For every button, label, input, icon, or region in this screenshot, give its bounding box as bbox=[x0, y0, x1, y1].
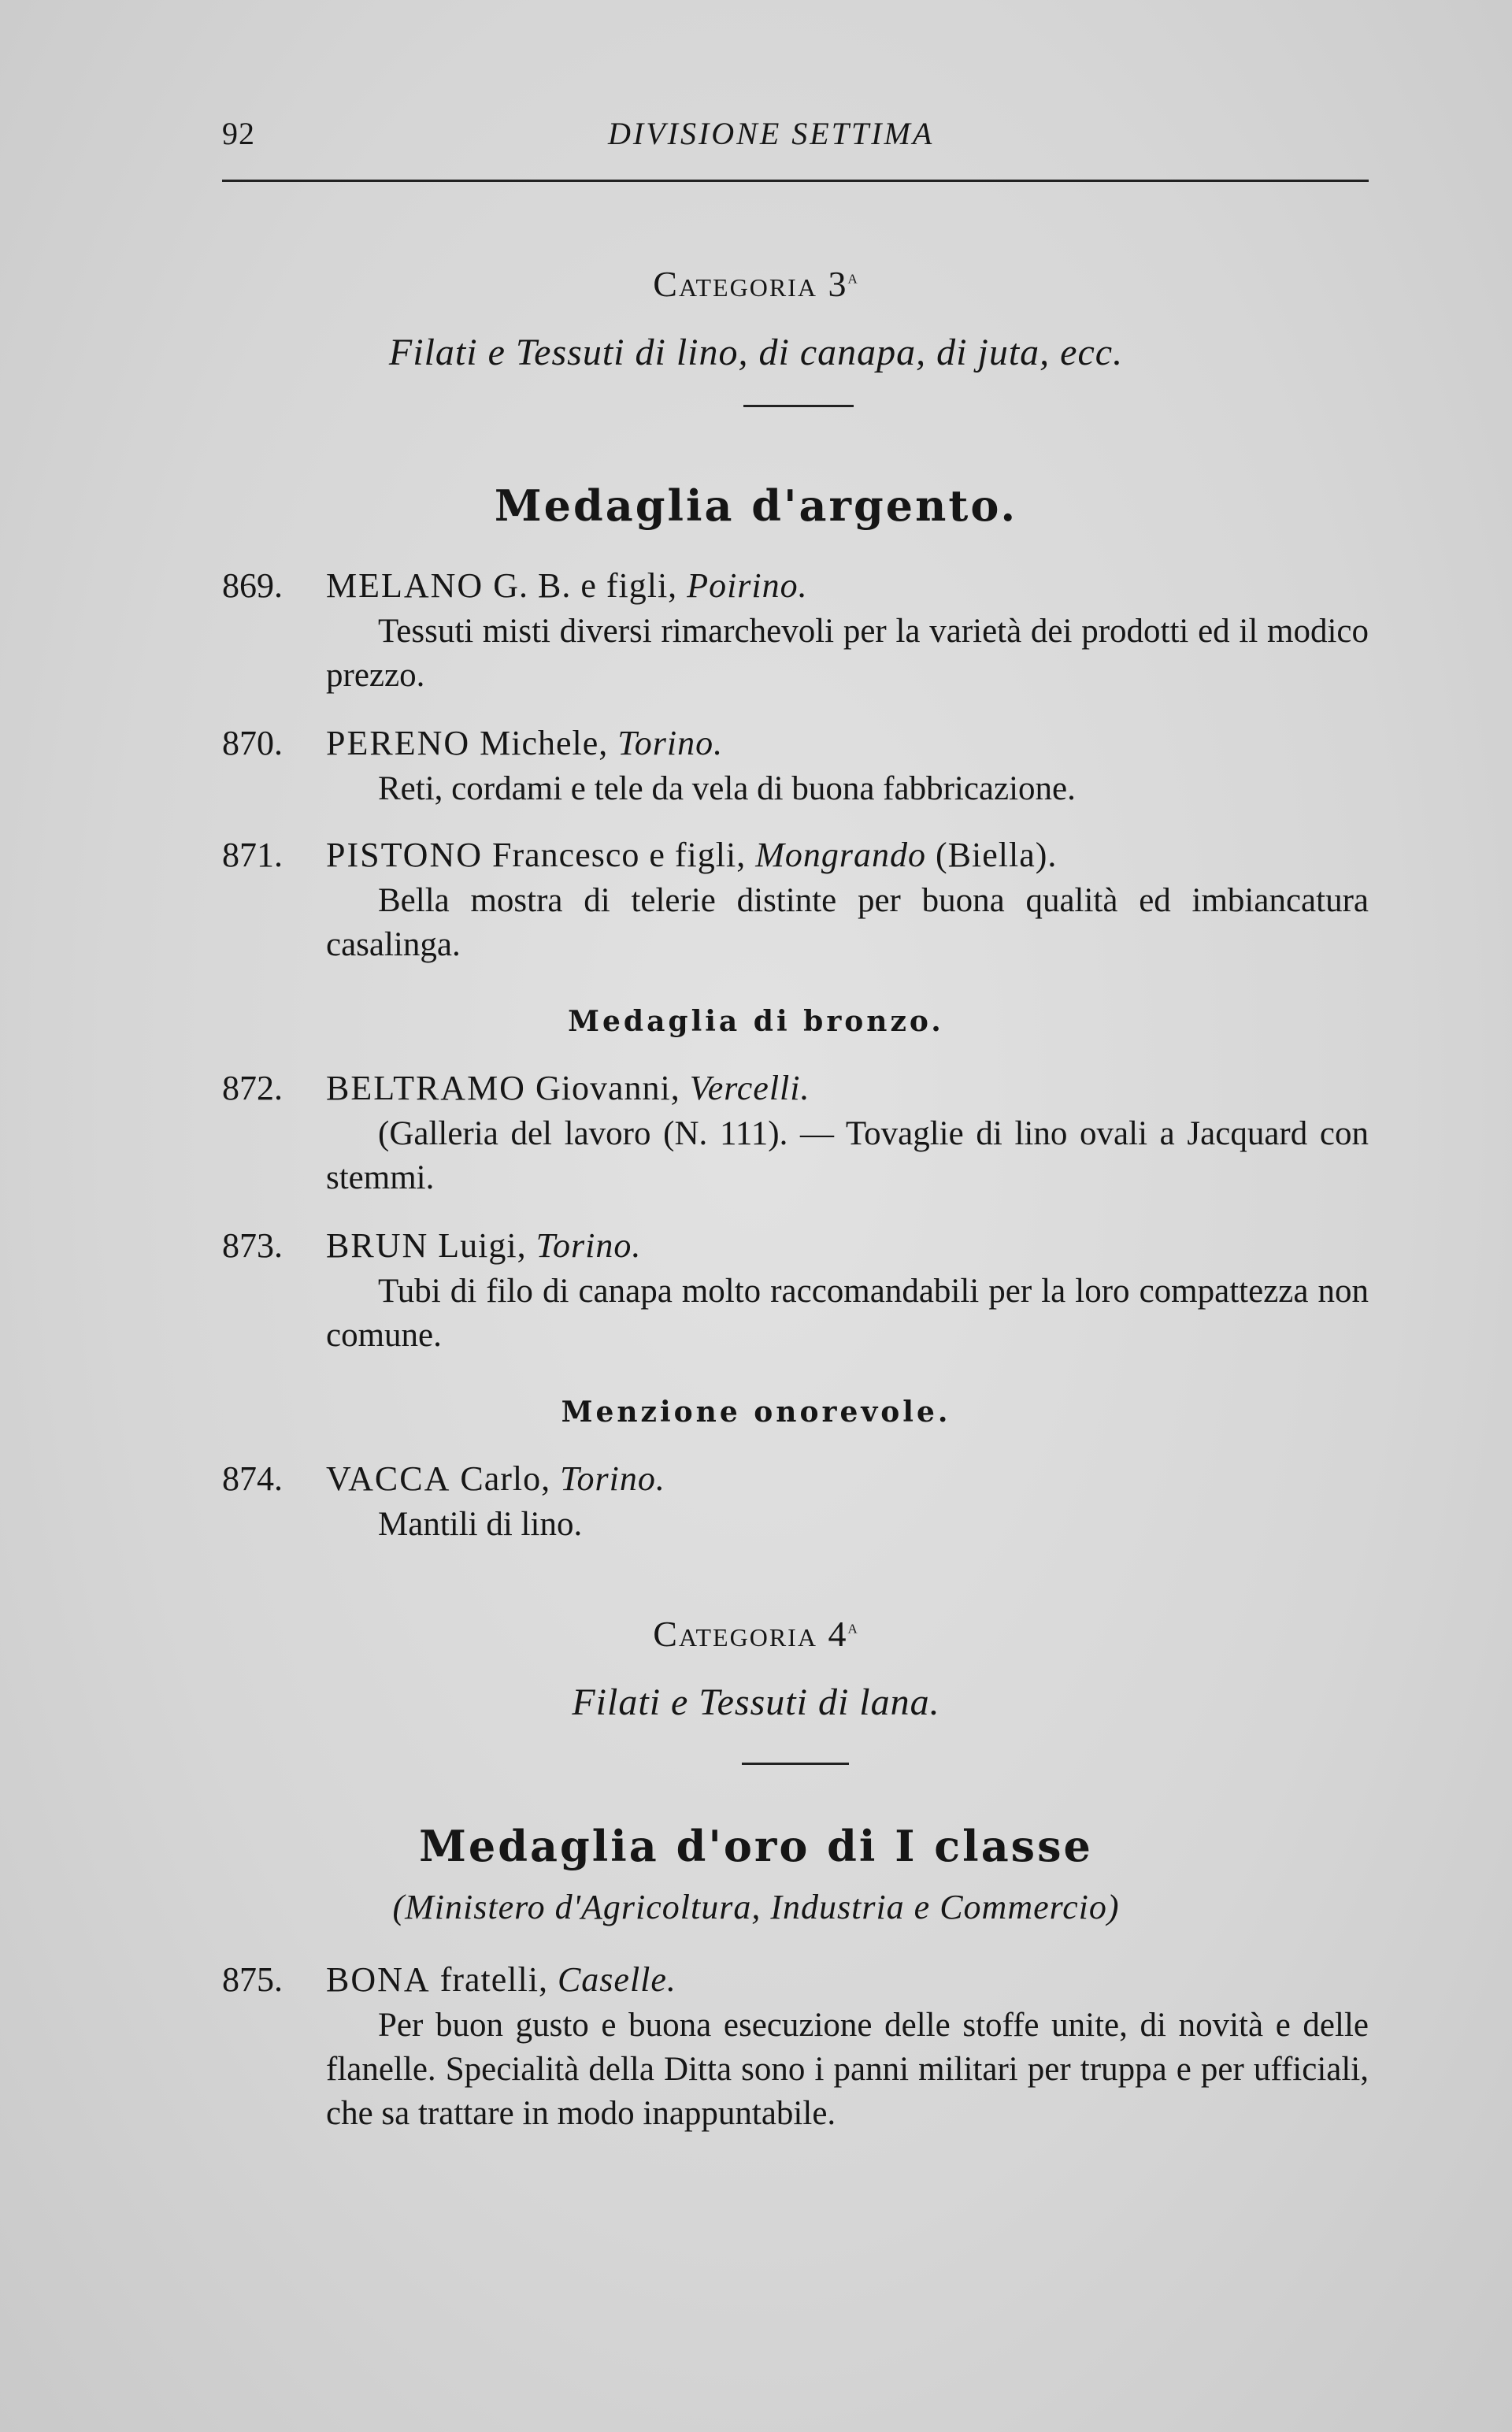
entry-place-suffix: (Biella). bbox=[926, 836, 1058, 874]
entry-name bbox=[326, 1959, 676, 2000]
category-3-heading bbox=[0, 263, 1512, 305]
award-bronze-heading: Medaglia di bronzo. bbox=[568, 1005, 944, 1038]
entry-number: 871. bbox=[222, 836, 283, 874]
entry-name bbox=[326, 565, 808, 606]
entry-name bbox=[326, 1225, 641, 1266]
category-4-label: Categoria bbox=[653, 1614, 817, 1654]
entry-name bbox=[326, 1068, 810, 1108]
entry-given: Carlo, bbox=[450, 1459, 561, 1498]
entry-number: 870. bbox=[222, 724, 283, 762]
header-rule bbox=[222, 180, 1369, 182]
entry-875 bbox=[222, 1959, 1369, 2188]
entry-870 bbox=[222, 723, 1369, 817]
running-head bbox=[222, 115, 1369, 156]
award-gold-heading: Medaglia d'oro di I classe bbox=[419, 1821, 1093, 1871]
entry-surname: BELTRAMO bbox=[326, 1069, 526, 1107]
entry-description: Per buon gusto e buona esecuzione delle stoffe unite, di novità e delle flanelle. Specialità della Ditta sono i panni militari per truppa e per ufficiali, che sa trattare in modo inappuntabile. bbox=[326, 2007, 1369, 2132]
award-gold-note: (Ministero d'Agricoltura, Industria e Commercio) bbox=[392, 1888, 1120, 1926]
entry-description: Tessuti misti diversi rimarchevoli per la varietà dei prodotti ed il modico prezzo. bbox=[326, 613, 1369, 694]
entry-872 bbox=[222, 1068, 1369, 1202]
entry-place: Poirino. bbox=[687, 566, 808, 605]
entry-place: Torino. bbox=[560, 1459, 665, 1498]
entry-surname: BRUN bbox=[326, 1226, 429, 1265]
category-3-subtitle: Filati e Tessuti di lino, di canapa, di juta, ecc. bbox=[388, 332, 1124, 373]
entry-given: G. B. e figli, bbox=[484, 566, 687, 605]
entry-name bbox=[326, 835, 1057, 875]
category-4-suffix: a bbox=[847, 1617, 859, 1638]
entry-given: Michele, bbox=[470, 724, 618, 762]
entry-description: Mantili di lino. bbox=[378, 1506, 583, 1543]
entry-873 bbox=[222, 1225, 1369, 1359]
entry-place: Vercelli. bbox=[689, 1069, 810, 1107]
category-4-rule bbox=[742, 1763, 849, 1765]
entry-number: 874. bbox=[222, 1459, 283, 1498]
entry-place: Torino. bbox=[536, 1226, 642, 1265]
entry-description: Tubi di filo di canapa molto raccomandabili per la loro compattezza non comune. bbox=[326, 1273, 1369, 1354]
entry-number: 875. bbox=[222, 1960, 283, 1999]
page-number: 92 bbox=[222, 116, 255, 151]
entry-given: Giovanni, bbox=[525, 1069, 690, 1107]
entry-869 bbox=[222, 565, 1369, 699]
entry-874 bbox=[222, 1459, 1369, 1553]
entry-description: Reti, cordami e tele da vela di buona fabbricazione. bbox=[378, 770, 1076, 807]
category-4-number: 4 bbox=[828, 1614, 848, 1654]
entry-871 bbox=[222, 835, 1369, 969]
category-3-label: Categoria bbox=[653, 264, 817, 304]
entry-description: Bella mostra di telerie distinte per buona qualità ed imbiancatura casalinga. bbox=[326, 882, 1369, 963]
entry-name bbox=[326, 723, 723, 763]
category-3-suffix: a bbox=[847, 267, 859, 288]
award-silver-heading: Medaglia d'argento. bbox=[494, 480, 1018, 531]
entry-surname: PERENO bbox=[326, 724, 471, 762]
entry-given: Francesco e figli, bbox=[483, 836, 756, 874]
entry-surname: MELANO bbox=[326, 566, 484, 605]
entry-place: Mongrando bbox=[755, 836, 927, 874]
running-title: DIVISIONE SETTIMA bbox=[608, 116, 935, 151]
entry-place: Caselle. bbox=[557, 1960, 676, 1999]
entry-surname: BONA bbox=[326, 1960, 431, 1999]
entry-given: Luigi, bbox=[428, 1226, 536, 1265]
entry-number: 869. bbox=[222, 566, 283, 605]
category-4-subtitle: Filati e Tessuti di lana. bbox=[572, 1681, 940, 1723]
category-4-heading bbox=[0, 1613, 1512, 1655]
entry-place: Torino. bbox=[617, 724, 724, 762]
entry-surname: VACCA bbox=[326, 1459, 451, 1498]
entry-given: fratelli, bbox=[430, 1960, 558, 1999]
entry-number: 872. bbox=[222, 1069, 283, 1107]
award-honorable-heading: Menzione onorevole. bbox=[561, 1396, 951, 1429]
category-3-number: 3 bbox=[828, 264, 848, 304]
category-3-rule bbox=[743, 405, 854, 407]
entry-number: 873. bbox=[222, 1226, 283, 1265]
entry-name bbox=[326, 1459, 665, 1499]
entry-description: (Galleria del lavoro (N. 111). — Tovaglie di lino ovali a Jacquard con stemmi. bbox=[326, 1115, 1369, 1196]
entry-surname: PISTONO bbox=[326, 836, 484, 874]
